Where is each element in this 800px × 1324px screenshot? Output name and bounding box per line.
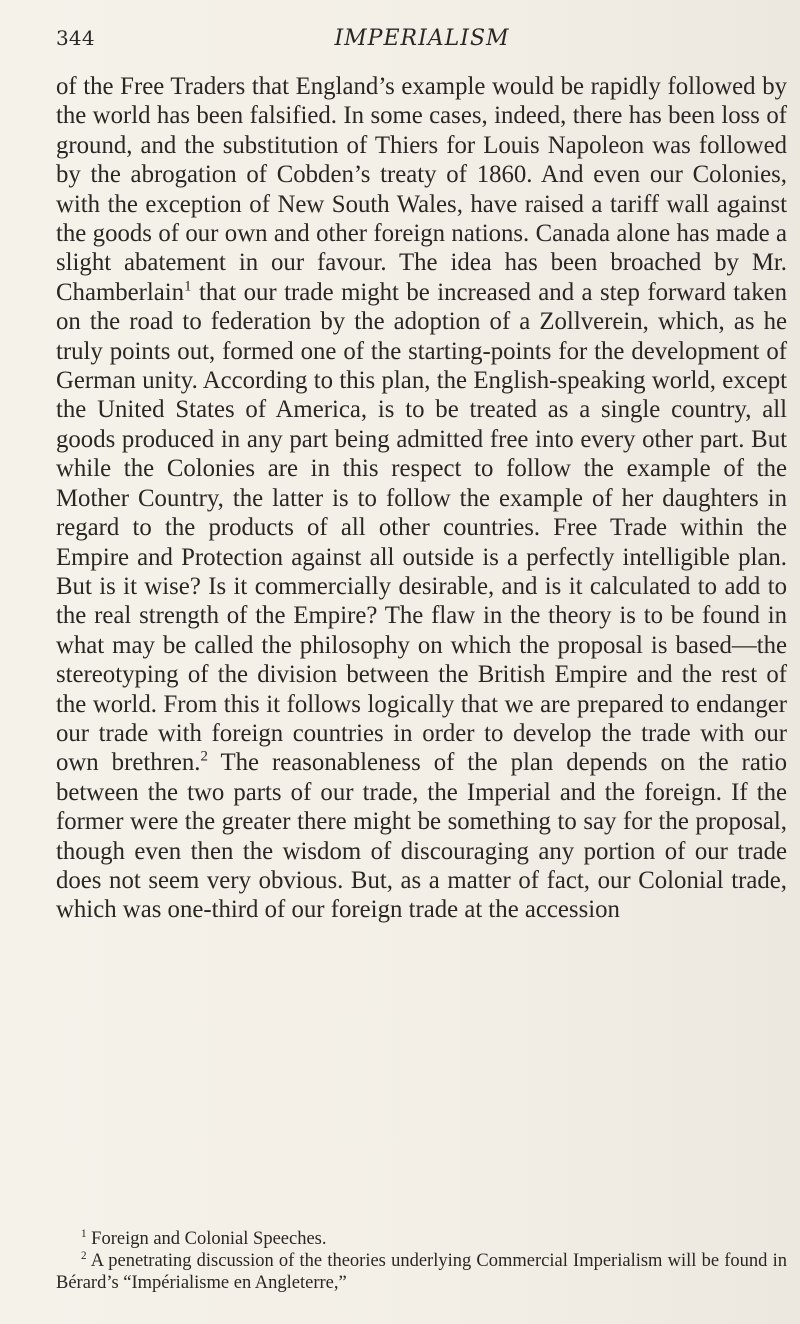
running-head <box>56 20 788 56</box>
footnote-marker-2: 2 <box>81 1249 87 1262</box>
footnote-text-1: Foreign and Colonial Speeches. <box>91 1229 327 1249</box>
footnote-marker-1: 1 <box>81 1227 87 1240</box>
footnotes <box>56 1229 787 1294</box>
body-text-part-2: that our trade might be increased and a step forward taken on the road to federation by the adoption of a Zollverein, which, as he truly points out, formed one of the starting-points for the development of German unity. According to this plan, the English-speaking world, except the United States of America, is to be treated as a single country, all goods produced in any part being admitted free into every other part. But while the Colonies are in this respect to follow the example of the Mother Country, the latter is to follow the example of her daughters in regard to the products of all other countries. Free Trade within the Empire and Protection against all outside is a perfectly intelligible plan. But is it wise? Is it commercially desirable, and is it calculated to add to the real strength of the Empire? The flaw in the theory is to be found in what may be called the philosophy on which the proposal is based—the stereotyping of the division between the British Empire and the rest of the world. From this it follows logically that we are prepared to endanger our trade with foreign countries in order to develop the trade with our own brethren. <box>56 278 787 777</box>
body-text-part-3: The reasonableness of the plan depends on the ratio between the two parts of our trade, the Imperial and the foreign. If the former were the greater there might be something to say for the proposal, though even then the wisdom of discouraging any portion of our trade does not seem very obvious. But, as a matter of fact, our Colonial trade, which was one-third of our foreign trade at the accession <box>56 749 788 924</box>
footnote-ref-1: 1 <box>184 278 192 295</box>
body-text-part-1: of the Free Traders that England’s example would be rapidly followed by the world has been falsified. In some cases, indeed, there has been loss of ground, and the substitution of Thiers for Louis Napoleon was followed by the abrogation of Cobden’s treaty of 1860. And even our Colonies, with the exception of New South Wales, have raised a tariff wall against the goods of our own and other foreign nations. Canada alone has made a slight abatement in our favour. The idea has been broached by Mr. Chamberlain <box>56 73 787 306</box>
body-paragraph <box>56 72 787 925</box>
footnote-1 <box>56 1229 787 1251</box>
footnote-2 <box>56 1251 787 1295</box>
page-number: 344 <box>56 26 95 50</box>
footnote-text-2: A penetrating discussion of the theories underlying Commercial Imperialism will be found in Bérard’s “Impérialisme en Angleterre,” <box>56 1250 787 1293</box>
footnote-ref-2: 2 <box>200 749 208 766</box>
running-title: IMPERIALISM <box>334 26 510 51</box>
